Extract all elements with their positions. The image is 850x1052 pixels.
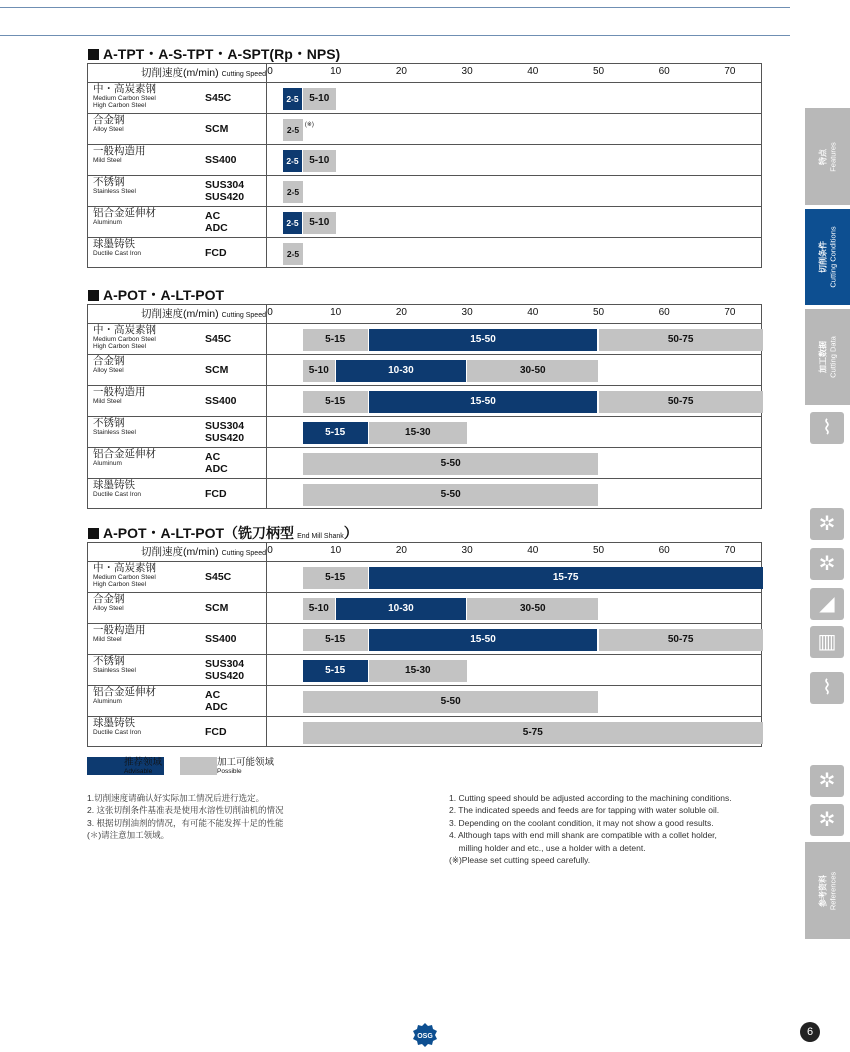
material-grade [205,726,227,738]
table-row [88,416,761,448]
material-name [93,418,203,436]
axis-tick-label: 30 [461,66,473,77]
tab-references-en: References [828,871,837,910]
material-grade-code: SCM [205,602,229,614]
possible-range-bar: 5-15 [303,391,368,413]
material-grade-code: ADC [205,222,228,234]
material-grade-code: AC [205,451,221,463]
advisable-range-bar: 10-30 [336,598,466,620]
note-zh-1: 1.切削速度请确认好实际加工情况后进行选定。 [87,793,265,803]
tab-cutting-data-zh: 加工数据 [818,341,827,374]
material-grade [205,92,231,104]
legend-advisable-label [124,757,162,776]
material-name-zh: 一般构造用 [93,145,146,157]
possible-range-bar: 30-50 [467,360,598,382]
material-grade-code: SS400 [205,154,237,166]
notes-en [449,792,732,866]
section-title-end: ） [343,525,358,541]
note-zh-3: 3. 根据切削油剂的情况，有可能不能发挥十足的性能 [87,817,284,828]
header-label [88,64,266,82]
label-a-sft: A-SFT [820,455,835,491]
table-row [88,623,761,655]
material-name-zh: 合金钢 [93,114,125,126]
table-row [88,323,761,355]
table-row [88,385,761,417]
note-en-3: 3. Depending on the coolant condition, it may not show a good results. [449,817,714,828]
sidebar-tab-cutting-conditions[interactable] [805,209,850,305]
material-grade-code: SUS420 [205,191,245,203]
tab-cutting-conditions-en: Cutting Conditions [828,226,837,288]
axis-tick-label: 30 [461,307,473,318]
axis-tick-label: 50 [592,307,605,318]
table-header [88,305,761,324]
table-row [88,716,761,748]
material-name [93,146,203,164]
table-row [88,82,761,114]
header-label [88,305,266,323]
legend-possible-swatch [180,757,217,775]
note-en-5: milling holder and etc., use a holder with a detent. [449,842,646,853]
material-name-en: Ductile Cast Iron [93,729,142,736]
material-name-en: Stainless Steel [93,667,136,674]
tab-cutting-conditions-zh: 切削条件 [818,241,827,274]
section-title [88,523,358,543]
axis-tick-label: 20 [395,545,407,556]
header-label-en: Cutting Speed [221,71,266,78]
material-name-zh: 合金钢 [93,355,125,367]
advisable-range-bar: 2-5 [283,150,302,172]
possible-range-bar: 50-75 [599,329,763,351]
material-name-en: Alloy Steel [93,126,124,133]
legend-advisable-en: Advisable [124,768,153,775]
material-name-zh: 中・高炭素钢 [93,562,156,574]
possible-range-bar: 50-75 [599,629,763,651]
material-grade-code: AC [205,210,221,222]
material-name-zh: 一般构造用 [93,386,146,398]
section-title [88,285,224,305]
note-zh-2: 2. 这张切削条件基准表是使用水溶性切削油机的情况 [87,805,284,816]
sidebar-tab-cutting-data[interactable] [805,309,850,405]
caution-mark: (※) [304,121,314,128]
material-name-en: Mild Steel [93,398,122,405]
advisable-range-bar: 15-50 [369,329,598,351]
tab-features-zh: 特点 [818,148,827,165]
material-name-en: High Carbon Steel [93,581,147,588]
material-grade-code: SCM [205,364,229,376]
material-grade [205,633,237,645]
possible-range-bar: 30-50 [467,598,598,620]
material-grade [205,123,228,135]
material-grade-code: SUS420 [205,432,245,444]
section-title-text: A-POT・A-LT-POT [103,287,225,303]
legend-possible-label [217,757,274,776]
material-grade [205,210,228,234]
note-en-1: 1. Cutting speed should be adjusted according to the machining conditions. [449,793,732,803]
possible-range-bar: 5-15 [303,629,368,651]
header-label [88,543,266,561]
axis-tick-label: 10 [330,307,342,318]
material-name [93,115,203,133]
header-label-en: Cutting Speed [221,312,266,319]
material-name [93,480,203,498]
material-grade-code: SUS304 [205,658,245,670]
material-grade [205,154,237,166]
possible-range-bar: 5-10 [303,150,336,172]
header-rule [0,35,790,36]
material-name [93,84,203,109]
material-grade [205,602,228,614]
page-number: 6 [800,1022,820,1042]
possible-range-bar: 5-10 [303,88,336,110]
label-a-pot: A-POT [820,714,835,752]
pipe-tap-shank-icon[interactable]: ✲ [810,804,844,836]
material-name [93,594,203,612]
header-label-en: Cutting Speed [221,550,266,557]
possible-range-bar: 5-10 [303,360,335,382]
material-grade-code: SUS304 [205,179,245,191]
table-row [88,654,761,686]
material-name [93,208,203,226]
material-name-en: Ductile Cast Iron [93,491,142,498]
table-header [88,543,761,562]
material-name-en: Ductile Cast Iron [93,250,142,257]
osg-logo [412,1023,438,1047]
possible-range-bar: 15-30 [369,660,468,682]
axis-tick-label: 70 [724,307,736,318]
axis-tick-label: 20 [395,66,407,77]
advisable-range-bar: 15-75 [369,567,763,589]
table-row [88,592,761,624]
advisable-range-bar: 5-15 [303,422,368,444]
section-title-text: A-POT・A-LT-POT（铣刀柄型 [103,525,295,541]
material-name-zh: 铝合金延伸材 [93,448,156,460]
advisable-range-bar: 2-5 [283,88,302,110]
material-name-zh: 铝合金延伸材 [93,686,156,698]
material-name-en: Mild Steel [93,636,122,643]
possible-range-bar: 50-75 [599,391,763,413]
speed-table [87,304,762,509]
material-name [93,687,203,705]
material-grade [205,420,244,444]
material-name-en: Mild Steel [93,157,122,164]
speed-table [87,542,762,747]
possible-range-bar: 2-5 [283,181,303,203]
straight-tap-icon[interactable]: ▥ [810,626,844,658]
material-name-en: Medium Carbon Steel [93,336,156,343]
table-row [88,237,761,269]
material-name-zh: 球墨铸铁 [93,717,135,729]
material-name-en: Medium Carbon Steel [93,574,156,581]
axis-tick-label: 70 [724,66,736,77]
legend-possible-en: Possible [217,768,242,775]
material-name [93,718,203,736]
pipe-tap-icon[interactable]: ⌇ [810,672,844,704]
section-title [88,44,340,64]
legend-advisable-zh: 推荐领域 [124,757,163,768]
material-name [93,239,203,257]
material-name [93,177,203,195]
axis-tick-label: 60 [658,66,670,77]
material-name-en: High Carbon Steel [93,102,147,109]
material-name [93,387,203,405]
material-grade-code: SCM [205,123,229,135]
material-grade-code: ADC [205,701,228,713]
axis-tick-label: 60 [658,307,670,318]
speed-table [87,63,762,268]
material-name-zh: 不锈钢 [93,417,125,429]
material-name-en: High Carbon Steel [93,343,147,350]
material-name [93,325,203,350]
axis-tick-label: 60 [658,545,670,556]
table-row [88,175,761,207]
sidebar-label-a-sft [805,448,850,498]
possible-range-bar: 5-15 [303,567,368,589]
material-grade-code: SS400 [205,395,237,407]
section-title-square-icon [88,49,99,60]
table-row [88,561,761,593]
material-name-zh: 球墨铸铁 [93,238,135,250]
axis-tick-label: 40 [527,66,539,77]
axis-tick-label: 70 [724,545,736,556]
possible-range-bar: 5-10 [303,212,336,234]
notes-zh [87,792,283,842]
section-title-square-icon [88,528,99,539]
material-name-en: Alloy Steel [93,367,124,374]
material-grade-code: SUS420 [205,670,245,682]
axis-tick-label: 50 [592,66,605,77]
material-name-en: Stainless Steel [93,429,136,436]
advisable-range-bar: 15-50 [369,391,598,413]
material-name [93,356,203,374]
section-title-text: A-TPT・A-S-TPT・A-SPT(Rp・NPS) [103,46,341,62]
material-grade [205,689,228,713]
possible-range-bar: 5-50 [303,691,599,713]
material-name [93,449,203,467]
material-grade-code: AC [205,689,221,701]
axis-tick-label: 50 [592,545,605,556]
material-grade-code: SS400 [205,633,237,645]
axis-tick-label: 40 [527,307,539,318]
material-name-en: Aluminum [93,698,122,705]
sidebar-label-a-pot [805,708,850,758]
material-name-zh: 中・高炭素钢 [93,324,156,336]
possible-range-bar: 2-5 [283,119,303,141]
material-name-zh: 一般构造用 [93,624,146,636]
material-grade-code: S45C [205,571,232,583]
advisable-range-bar: 10-30 [336,360,466,382]
spiral-point-icon[interactable]: ✲ [810,508,844,540]
material-name-zh: 中・高炭素钢 [93,83,156,95]
material-name-zh: 不锈钢 [93,176,125,188]
material-grade [205,571,231,583]
table-row [88,447,761,479]
tab-features-en: Features [828,141,837,172]
possible-range-bar: 5-10 [303,598,335,620]
material-name [93,656,203,674]
top-rule [0,7,790,8]
possible-range-bar: 2-5 [283,243,303,265]
possible-range-bar: 5-50 [303,484,599,506]
advisable-range-bar: 5-15 [303,660,368,682]
material-name [93,625,203,643]
material-grade-code: SUS304 [205,420,245,432]
table-row [88,354,761,386]
table-row [88,113,761,145]
logo-text: OSG [417,1033,433,1040]
material-name-en: Aluminum [93,219,122,226]
note-en-2: 2. The indicated speeds and feeds are for tapping with water soluble oil. [449,805,720,816]
note-zh-4: (＊)请注意加工领域。 [87,830,170,841]
tab-references-zh: 参考资料 [818,874,827,907]
material-name-en: Alloy Steel [93,605,124,612]
axis-tick-label: 30 [461,545,473,556]
material-name-zh: 球墨铸铁 [93,479,135,491]
section-title-square-icon [88,290,99,301]
material-name [93,563,203,588]
header-label-zh: 切削速度(m/min) [141,308,219,320]
material-name-en: Medium Carbon Steel [93,95,156,102]
material-grade [205,658,244,682]
advisable-range-bar: 15-50 [369,629,598,651]
legend-possible-zh: 加工可能领域 [217,757,275,768]
sidebar-tab-features[interactable] [805,108,850,205]
spiral-tap-icon[interactable]: ⌇ [810,412,844,444]
osg-logo-icon [412,1023,438,1047]
axis-tick-label: 10 [330,545,342,556]
spiral-point-alt-icon[interactable]: ✲ [810,548,844,580]
possible-range-bar: 5-75 [303,722,763,744]
material-grade [205,247,227,259]
table-row [88,685,761,717]
header-label-zh: 切削速度(m/min) [141,546,219,558]
material-grade-code: S45C [205,333,232,345]
axis-tick-label: 0 [267,545,273,556]
material-name-zh: 铝合金延伸材 [93,207,156,219]
axis-tick-label: 40 [527,545,539,556]
axis-tick-label: 0 [267,66,273,77]
note-en-4: 4. Although taps with end mill shank are compatible with a collet holder, [449,830,717,841]
pipe-tap-alt-icon[interactable]: ✲ [810,765,844,797]
material-name-zh: 不锈钢 [93,655,125,667]
material-grade-code: ADC [205,463,228,475]
material-grade [205,333,231,345]
material-grade [205,488,227,500]
note-en-6: (※)Please set cutting speed carefully. [449,855,591,866]
possible-range-bar: 5-15 [303,329,368,351]
possible-range-bar: 5-50 [303,453,599,475]
material-grade [205,179,244,203]
table-row [88,206,761,238]
material-grade-code: S45C [205,92,232,104]
material-grade-code: FCD [205,726,227,738]
axis-tick-label: 20 [395,307,407,318]
material-grade [205,364,228,376]
material-name-zh: 合金钢 [93,593,125,605]
axis-tick-label: 0 [267,307,273,318]
advisable-range-bar: 2-5 [283,212,302,234]
axis-tick-label: 10 [330,66,342,77]
table-header [88,64,761,83]
tab-cutting-data-en: Cutting Data [828,336,837,378]
material-grade [205,395,237,407]
sidebar-tab-references[interactable] [805,842,850,939]
possible-range-bar: 15-30 [369,422,468,444]
header-label-zh: 切削速度(m/min) [141,67,219,79]
table-row [88,478,761,510]
material-name-en: Aluminum [93,460,122,467]
material-grade [205,451,228,475]
section-title-subtitle: End Mill Shank [297,533,344,540]
chamfer-icon[interactable]: ◢ [810,588,844,620]
material-grade-code: FCD [205,488,227,500]
material-grade-code: FCD [205,247,227,259]
table-row [88,144,761,176]
material-name-en: Stainless Steel [93,188,136,195]
